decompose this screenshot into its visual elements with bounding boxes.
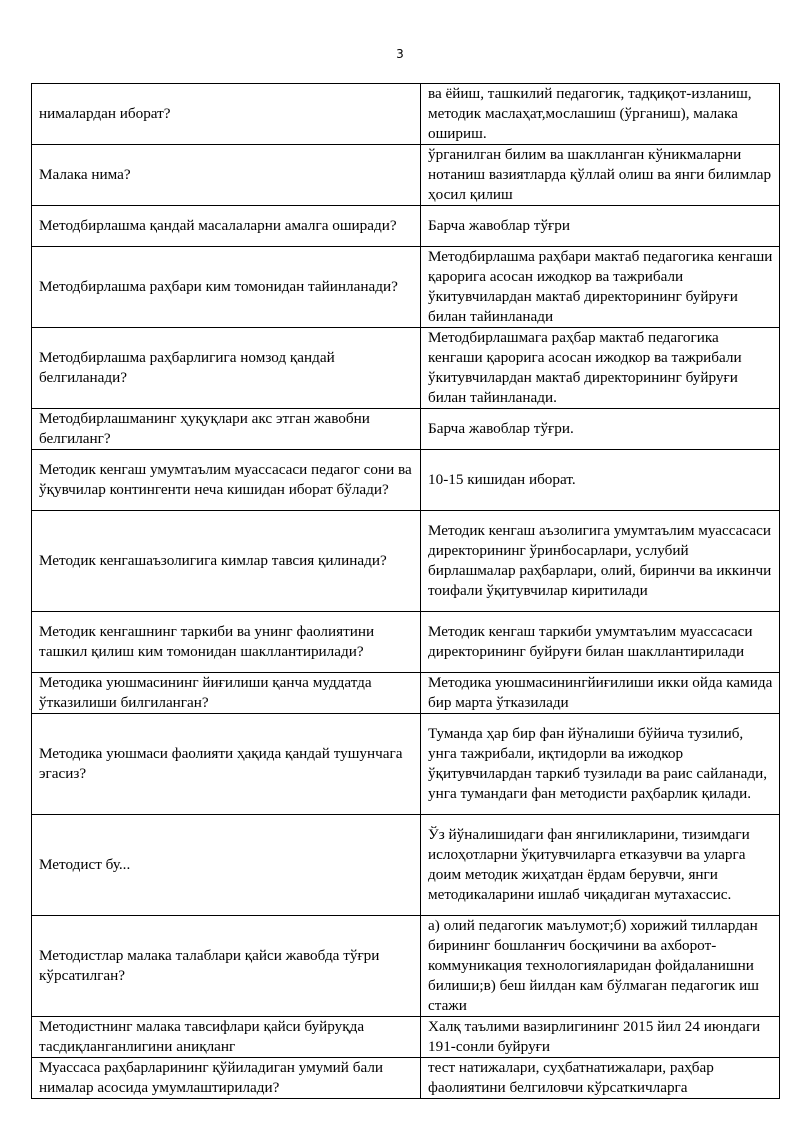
answer-cell: а) олий педагогик маълумот;б) хорижий тиллардан бирининг бошланғич босқичини ва ахборот-коммуникация технологияларидан фойдаланишни билиши;в) беш йилдан кам бўлмаган педагогик иш стажи <box>421 916 780 1017</box>
question-cell: Методика уюшмасининг йиғилиши қанча муддатда ўтказилиши билгиланган? <box>32 673 421 714</box>
table-row <box>32 511 780 612</box>
table-row <box>32 1058 780 1099</box>
answer-cell: Методик кенгаш таркиби умумтаълим муассасаси директорининг буйруғи билан шакллантирилади <box>421 612 780 673</box>
answer-cell: ва ёйиш, ташкилий педагогик, тадқиқот-изланиш, методик маслаҳат,мослашиш (ўрганиш), малака ошириш. <box>421 84 780 145</box>
answer-cell: тест натижалари, суҳбатнатижалари, раҳбар фаолиятини белгиловчи кўрсаткичларга <box>421 1058 780 1099</box>
answer-cell: 10-15 кишидан иборат. <box>421 450 780 511</box>
question-cell: Методика уюшмаси фаолияти ҳақида қандай тушунчага эгасиз? <box>32 714 421 815</box>
table-row <box>32 409 780 450</box>
question-cell: Методбирлашманинг ҳуқуқлари акс этган жавобни белгиланг? <box>32 409 421 450</box>
question-cell: Малака нима? <box>32 145 421 206</box>
qa-table <box>31 83 780 1099</box>
question-cell: Методист бу... <box>32 815 421 916</box>
question-cell: Методбирлашма раҳбари ким томонидан тайинланади? <box>32 247 421 328</box>
table-row <box>32 84 780 145</box>
page-number: 3 <box>396 47 404 61</box>
question-cell: Методбирлашма қандай масалаларни амалга оширади? <box>32 206 421 247</box>
question-cell: Методистнинг малака тавсифлари қайси буйруқда тасдиқланганлигини аниқланг <box>32 1017 421 1058</box>
answer-cell: Методик кенгаш аъзолигига умумтаълим муассасаси директорининг ўринбосарлари, услубий бирлашмалар раҳбарлари, олий, биринчи ва иккинчи тоифали ўқитувчилар киритилади <box>421 511 780 612</box>
table-row <box>32 450 780 511</box>
question-cell: Методистлар малака талаблари қайси жавобда тўғри кўрсатилган? <box>32 916 421 1017</box>
question-cell: Методик кенгашаъзолигига кимлар тавсия қилинади? <box>32 511 421 612</box>
table-row <box>32 916 780 1017</box>
table-row <box>32 145 780 206</box>
question-cell: Муассаса раҳбарларининг қўйиладиган умумий бали нималар асосида умумлаштирилади? <box>32 1058 421 1099</box>
answer-cell: ўрганилган билим ва шаклланган кўникмаларни нотаниш вазиятларда қўллай олиш ва янги билимлар ҳосил қилиш <box>421 145 780 206</box>
answer-cell: Методика уюшмасинингйиғилиши икки ойда камида бир марта ўтказилади <box>421 673 780 714</box>
table-row <box>32 673 780 714</box>
table-row <box>32 815 780 916</box>
table-row <box>32 1017 780 1058</box>
table-row <box>32 247 780 328</box>
table-row <box>32 206 780 247</box>
answer-cell: Барча жавоблар тўғри <box>421 206 780 247</box>
question-cell: нималардан иборат? <box>32 84 421 145</box>
answer-cell: Туманда ҳар бир фан йўналиши бўйича тузилиб, унга тажрибали, иқтидорли ва ижодкор ўқитувчилардан таркиб тузилади ва раис сайланади, унга тумандаги фан методисти раҳбарлик қилади. <box>421 714 780 815</box>
answer-cell: Методбирлашмага раҳбар мактаб педагогика кенгаши қарорига асосан ижодкор ва тажрибали ўкитувчилардан мактаб директорининг буйруғи билан тайинланади. <box>421 328 780 409</box>
answer-cell: Халқ таълими вазирлигининг 2015 йил 24 июндаги 191-сонли буйруғи <box>421 1017 780 1058</box>
question-cell: Методик кенгашнинг таркиби ва унинг фаолиятини ташкил қилиш ким томонидан шакллантирилади? <box>32 612 421 673</box>
table-row <box>32 714 780 815</box>
table-row <box>32 612 780 673</box>
answer-cell: Барча жавоблар тўғри. <box>421 409 780 450</box>
table-row <box>32 328 780 409</box>
answer-cell: Ўз йўналишидаги фан янгиликларини, тизимдаги ислоҳотларни ўқитувчиларга етказувчи ва уларга доим методик жиҳатдан ёрдам берувчи, янги методикаларини ишлаб чиқадиган мутахассис. <box>421 815 780 916</box>
answer-cell: Методбирлашма раҳбари мактаб педагогика кенгаши қарорига асосан ижодкор ва тажрибали ўкитувчилардан мактаб директорининг буйруғи билан тайинланади <box>421 247 780 328</box>
question-cell: Методбирлашма раҳбарлигига номзод қандай белгиланади? <box>32 328 421 409</box>
question-cell: Методик кенгаш умумтаълим муассасаси педагог сони ва ўқувчилар контингенти неча кишидан иборат бўлади? <box>32 450 421 511</box>
